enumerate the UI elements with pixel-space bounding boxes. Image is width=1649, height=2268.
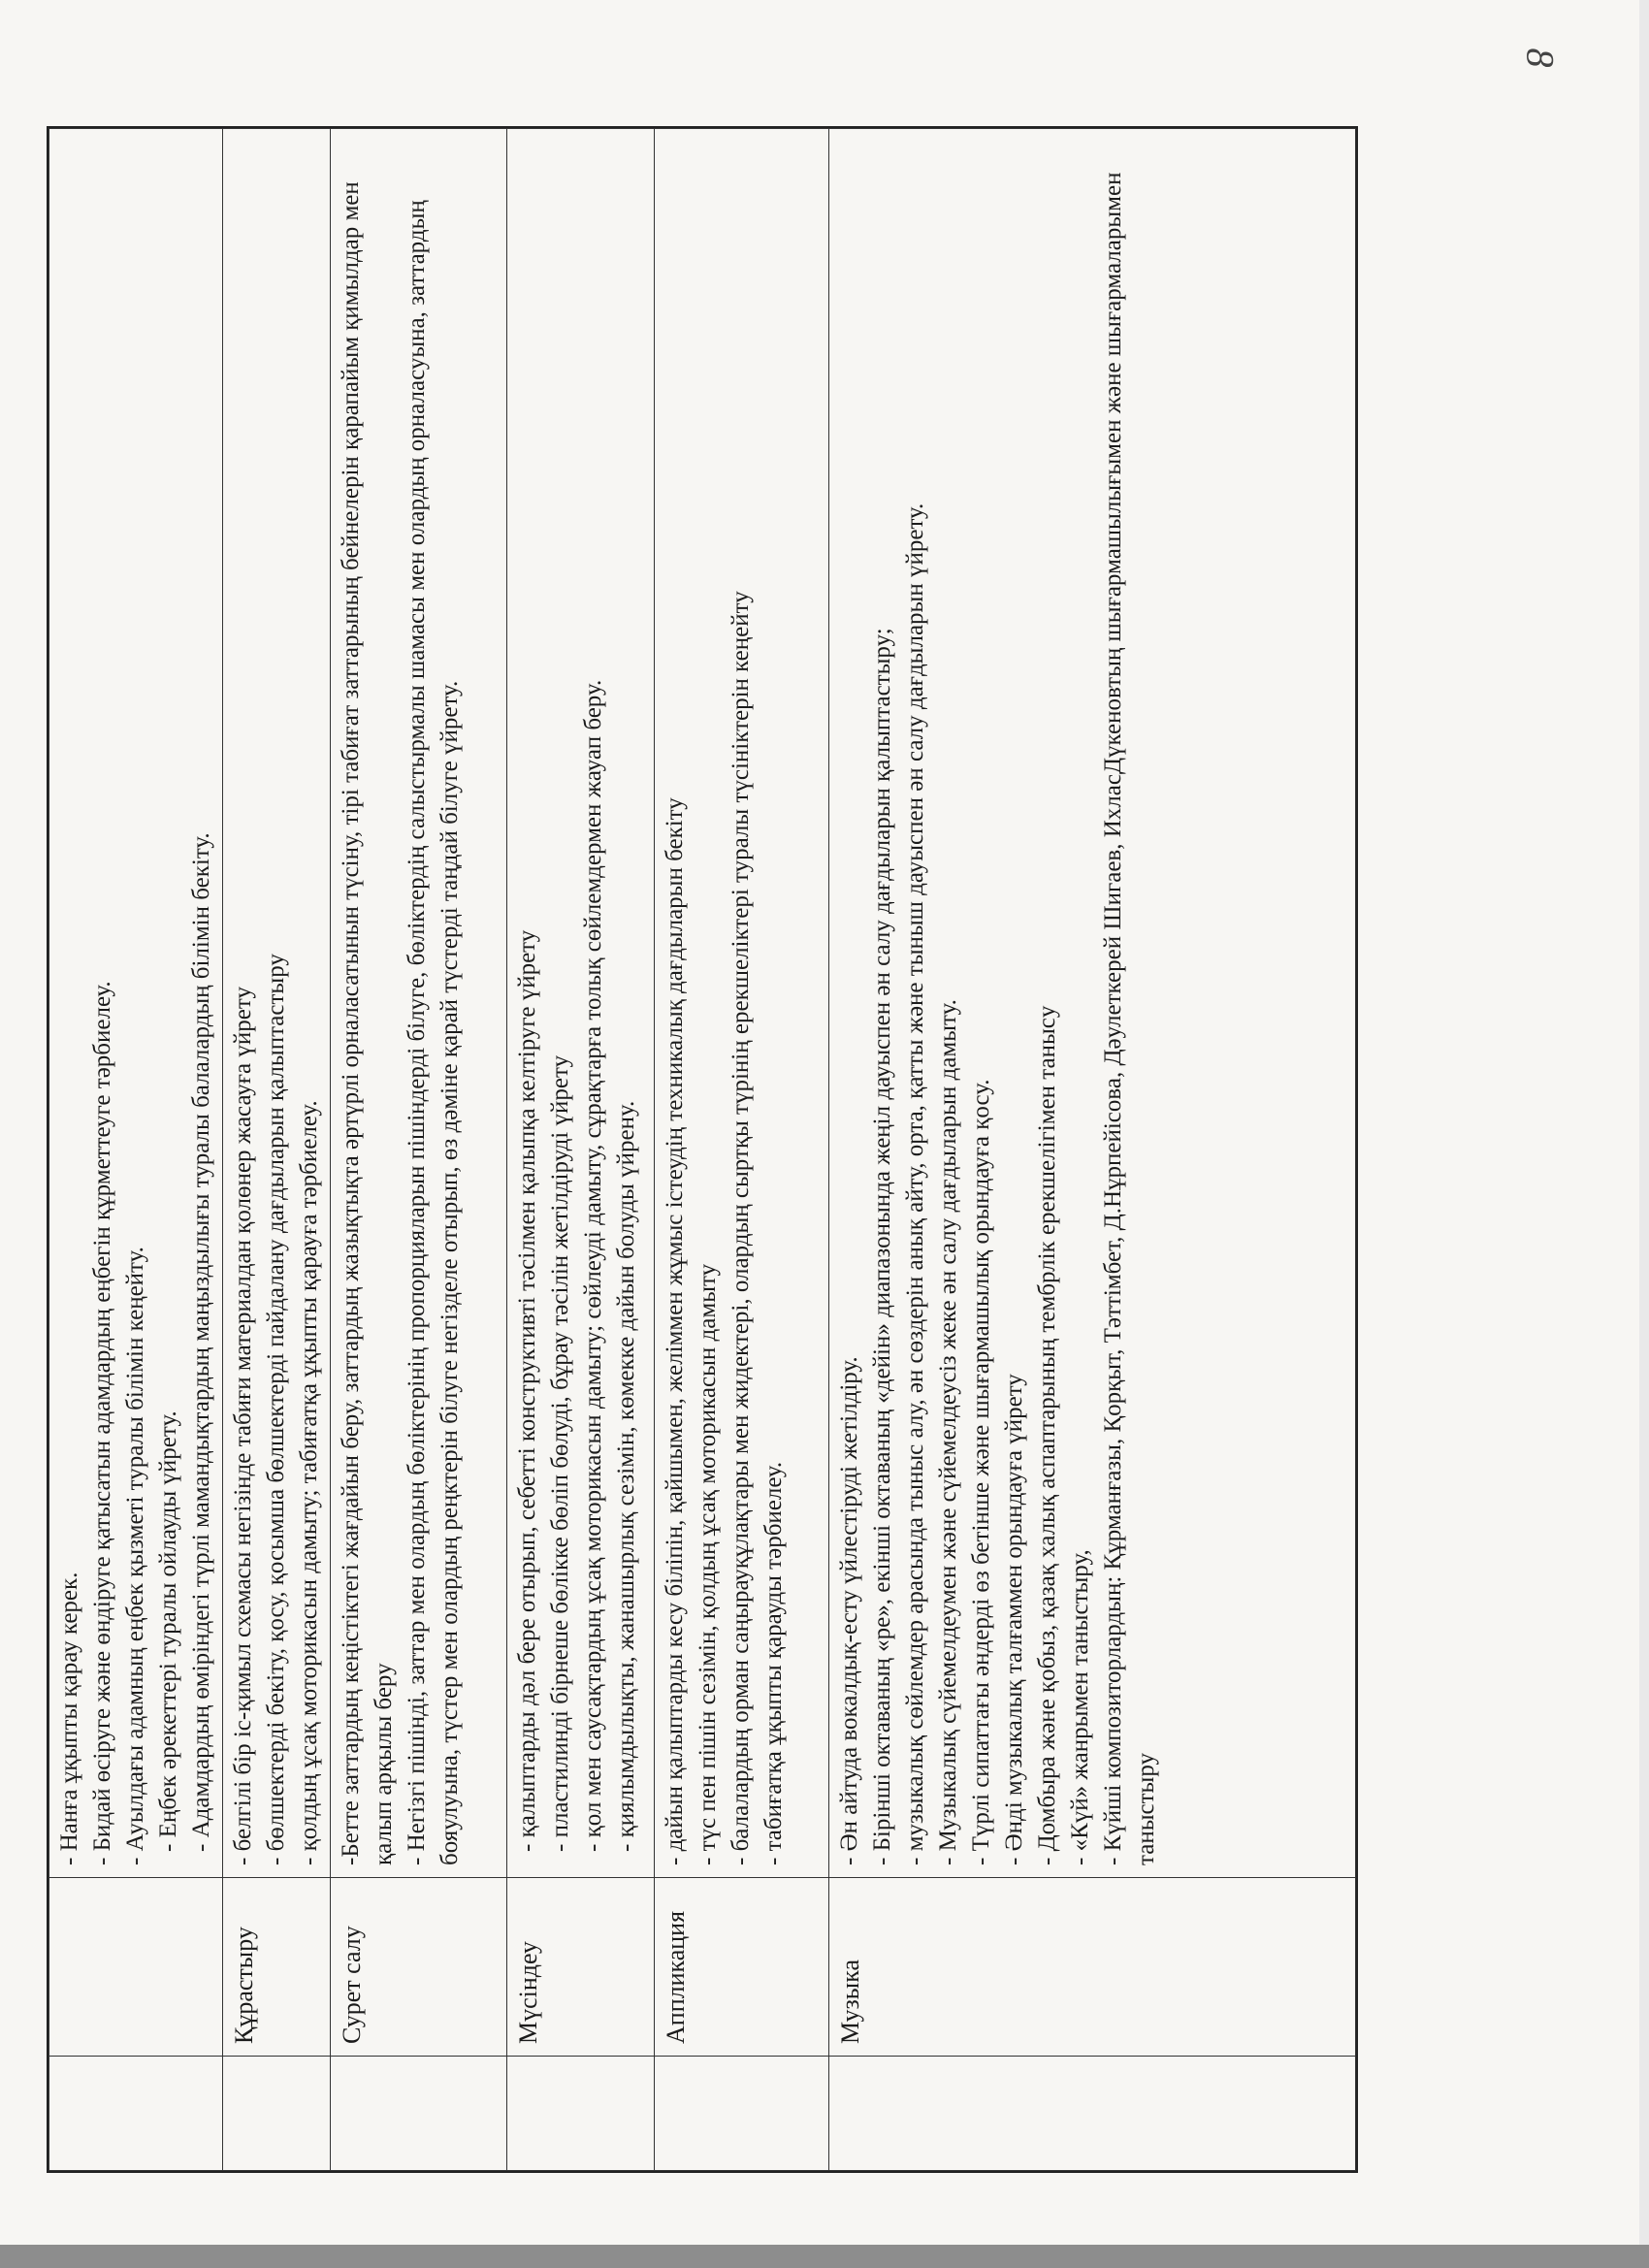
content-cell [223,129,331,1878]
list-item: - Бірінші октаваның «ре», екінші октаваның «дейін» диапазонында жеңіл дауыспен ән салу дағдыларын қалыптастыру; [869,628,895,1865]
row-group-cell [223,2057,331,2171]
table-row [331,129,507,2171]
table-row [49,129,223,2171]
list-item: - Бидай өсіруге және өндіруге қатысатын адамдардың еңбегін құрметтеуге тәрбиелеу. [89,981,115,1865]
subject-cell: Құрастыру [223,1878,331,2057]
row-group-cell [507,2057,655,2171]
row-group-cell [655,2057,829,2171]
row-group-cell [829,2057,1356,2171]
table-row [507,129,655,2171]
list-item: - Негізгі пішінді, заттар мен олардың бөліктерінің пропорцияларын пішіндерді білуге, бөліктердің салыстырмалы шамасы мен олардың орналасуына, заттардың бояулуына, түстер мен олардың реңктерін білуге негізделе отырып, өз дәміне қарай түстерді таңдай білуге үйрету. [404,200,463,1865]
table-row [829,129,1356,2171]
scan-edge [1639,0,1649,2245]
list-item: - Домбыра және қобыз, қазақ халық аспаптарының тембрлік ерекшелігімен таныcу [1034,1005,1060,1865]
list-item: - дайын қалыптарды кесу біліпін, қайшымен, желіммен жұмыс істеудің техникалық дағдыларын бекіту [662,797,688,1865]
list-item: - Адамдардың өміріндегі түрлі мамандықтардың маңыздылығы туралы балалардың білімін бекіту. [188,832,214,1852]
page-number: 8 [1518,48,1563,68]
content-cell [49,129,223,1878]
subject-cell: Музыка [829,1878,1356,2057]
list-item: - белгілі бір іс-қимыл схемасы негізінде табиғи материалдан қолөнер жасауға үйрету [230,987,256,1865]
list-item: - бөлшектерді бекіту, қосу, қосымша бөлшектерді пайдалану дағдыларын қалыптастыру [263,954,289,1865]
list-item: - Әнді музыкалық талғаммен орындауға үйрету [1001,1374,1027,1865]
row-group-cell [331,2057,507,2171]
scan-bottom-edge [0,2245,1649,2268]
list-item: -Бетте заттардың кеңістіктегі жағдайын беру, заттардың жазықтықта әртүрлі орналасатынын түсіну, тірі табиғат заттарының бейнелерін қарапайым қимылдар мен қалып арқылы беру [338,181,397,1865]
list-item: - Түрлі сипаттағы әндерді өз бетінше және шығармашылық орындауға қосу. [968,1079,994,1865]
list-item: - пластилинді бірнеше бөлікке бөліп бөлуді, бұрау тәсілін жетілдіруді үйрету [547,1054,573,1852]
list-item: - қол мен саусақтардың ұсақ моторикасын дамыту; сөйлеуді дамыту, сұрақтарға толық сөйлемдермен жауап беру. [580,679,606,1852]
list-item: - балалардың орман саңырауқұлақтары мен жидектері, олардың сыртқы түрінің ерекшеліктері туралы түсініктерін кеңейту [728,591,754,1865]
table-row [223,129,331,2171]
subject-cell: Мүсіндеу [507,1878,655,2057]
list-item: - музыкалық сөйлемдер арасында тыныс алу, ән сөздерін анық айту, орта, қатты және тыныш дауыспен ән салу дағдыларын үйрету. [902,502,928,1865]
curriculum-table [48,128,1356,2171]
content-cell [829,129,1356,1878]
rotated-content [48,128,1356,2171]
list-item: - Ән айтуда вокалдық-есту үйлестіруді жетілдіру. [836,1356,862,1865]
list-item: - Нанға ұқыпты қарау керек. [56,1571,82,1865]
content-cell [331,129,507,1878]
content-cell [507,129,655,1878]
content-cell [655,129,829,1878]
list-item: - «Күй» жанрымен таныстыру, [1067,1549,1093,1865]
curriculum-table-frame [47,126,1358,2173]
list-item: - қалыптарды дәл бере отырып, себетті конструктивті тәсілмен қалыпқа келтіруге үйрету [514,929,540,1852]
list-item: - Музыкалық сүйемелдеумен және сүйемелдеусіз жеке ән салу дағдыларын дамыту. [935,999,961,1865]
list-item: - қиялымдылықты, жанашырлық сезімін, көмекке дайын болуды үйрену. [613,1100,639,1852]
list-item: - табиғатқа ұқыпты қарауды тәрбиелеу. [760,1461,787,1865]
row-group-cell [49,2057,223,2171]
table-row [655,129,829,2171]
list-item: - Күйші композиторлардың: Құрманғазы, Қорқыт, Тәттімбет, Д.Нұрпейісова, Дәулеткерей Шигаев, ИхласДүкеновтың шығармашылығымен және шығармаларымен таныстыру [1100,172,1159,1865]
list-item: - қолдың ұсақ моторикасын дамыту; табиғатқа ұқыпты қарауға тәрбиелеу. [296,1100,322,1865]
subject-cell: Аппликация [655,1878,829,2057]
list-item: - Еңбек әрекеттері туралы ойлауды үйрету. [155,1410,181,1852]
list-item: - түс пен пішін сезімін, қолдың ұсақ моторикасын дамыту [695,1263,721,1865]
subject-cell: Сурет салу [331,1878,507,2057]
subject-cell [49,1878,223,2057]
list-item: - Ауылдағы адамның еңбек қызметі туралы білімін кеңейту. [122,1247,148,1865]
